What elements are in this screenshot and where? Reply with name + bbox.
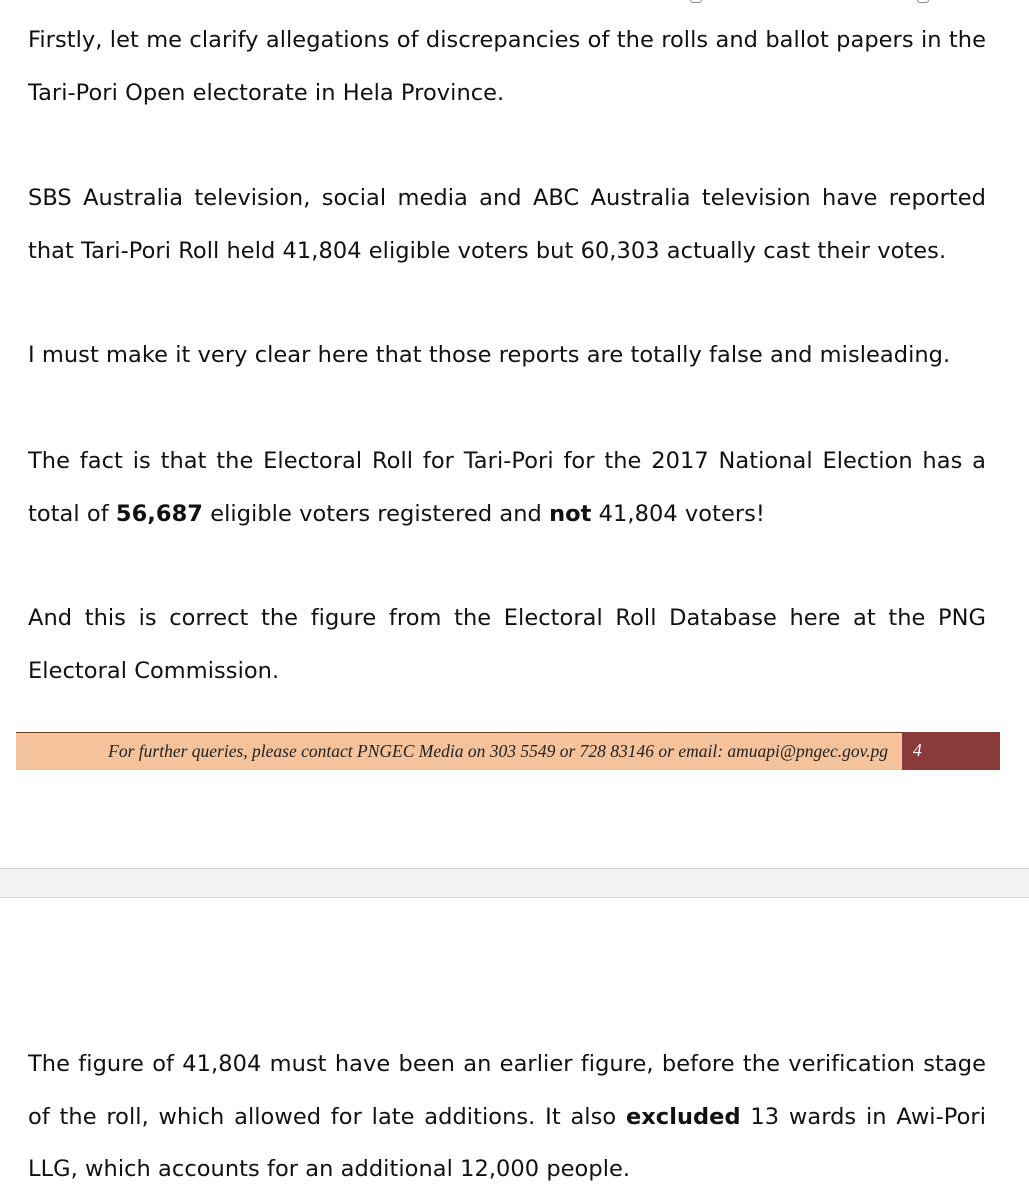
partial-icon [917, 0, 929, 3]
text-run: And this is correct the figure from the Electoral Roll Database here at the PNG Electoral Commission. [28, 605, 986, 684]
bold-text: 56,687 [115, 500, 204, 527]
page-footer [16, 732, 1000, 770]
bold-text: not [549, 500, 592, 527]
paragraph [28, 435, 986, 540]
text-run: eligible voters registered and [203, 500, 550, 527]
paragraph [28, 329, 986, 382]
text-run: SBS Australia television, social media and ABC Australia television have reported that Tari-Pori Roll held 41,804 eligible voters but 60,303 actually cast their votes. [28, 185, 986, 264]
paragraph [28, 14, 986, 119]
paragraph [28, 172, 986, 277]
footer-contact-text: For further queries, please contact PNGEC Media on 303 5549 or 728 83146 or email: amuapi@pngec.gov.pg [108, 741, 888, 761]
toolbar-remnant [0, 0, 1029, 4]
page-number: 4 [902, 732, 1000, 770]
text-run: Firstly, let me clarify allegations of discrepancies of the rolls and ballot papers in the Tari-Pori Open electorate in Hela Province. [28, 27, 986, 106]
bold-text: excluded [625, 1103, 741, 1130]
text-run: The figure of 41,804 must have been an earlier figure, before the verification stage of the roll, which allowed for late additions. It also [28, 1051, 986, 1130]
document-page-5 [0, 898, 1029, 1200]
text-run: I must make it very clear here that those reports are totally false and misleading. [28, 342, 951, 368]
page-break [0, 868, 1029, 898]
text-run: The fact is that the Electoral Roll for Tari-Pori for the 2017 National Election has a total of [28, 448, 986, 527]
text-run: 13 wards in Awi-Pori LLG, which accounts for an additional 12,000 people. [28, 1103, 987, 1182]
partial-icon [690, 0, 702, 3]
paragraph [28, 592, 986, 697]
text-run: 41,804 voters! [591, 500, 766, 527]
paragraph [28, 1038, 986, 1196]
